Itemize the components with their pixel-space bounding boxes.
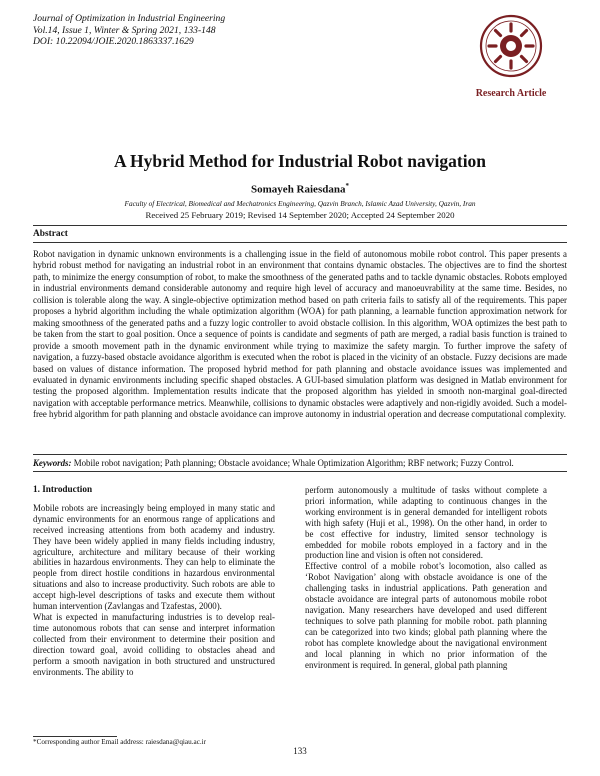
intro-paragraph-3: perform autonomously a multitude of tasks without complete a priori information, while adapting to continuous changes in the working environment is in general demanded for intelligent robots with high safety (Huji et al., 1998). On the other hand, in order to be cost effective for industry, limited sensor technology is embedded for mobile robots employed in a factory and in the production line and vision is often not considered. (305, 485, 547, 561)
intro-paragraph-2: What is expected in manufacturing industries is to develop real-time autonomous robots that can sense and interpret information collected from their environment to determine their position and direction toward goal, avoid colliding to obstacles ahead and perform a smooth navigation in both structured and unstructured environments. The ability to (33, 611, 275, 677)
research-article-seal-icon (477, 12, 545, 86)
body-left-column (33, 484, 275, 677)
footnote-rule (33, 736, 117, 737)
journal-logo (450, 12, 572, 110)
keywords-top-rule (33, 454, 567, 455)
abstract-text: Robot navigation in dynamic unknown environments is a challenging issue in the field of autonomous mobile robot control. This paper presents a hybrid robust method for navigating an industrial robot in an environment that contains dynamic obstacles. The objectives are to find the shortest path, to minimize the energy consumption of robot, to make the smoothness of the generated paths and to tackle dynamic obstacles. Robots employed in industrial environments demand considerable autonomy and require high level of accuracy and manoeuvrability at the same time. Besides, no collision is tolerable along the way. A single-objective optimization method based on path criteria fails to satisfy all of the requirements. This paper proposes a hybrid algorithm including the whale optimization algorithm (WOA) for path planning, a learnable function approximation network for making smoothness of the generated paths and a fuzzy logic controller to avoid obstacle collision. In this algorithm, WOA optimizes the best path to be taken from the start to goal position. Once a sequence of points is candidate and segments of path are merged, a radial basis function is trained to provide a smooth movement path in the dynamic environment while trying to maximize the safety margin. To further improve the safety of navigation, a fuzzy-based obstacle avoidance algorithm is executed when the robot is placed in the vicinity of an obstacle. Fuzzy decisions are made based on values of distance information. The proposed hybrid method for path planning and obstacle avoidance issues was implemented and evaluated in dynamic environments including specific shaped obstacles. A GUI-based simulation platform was designed in Matlab environment for testing the proposed algorithm. Implementation results indicate that the proposed algorithm has yielded in smooth non-marginal goal-directed navigation with acceptable performance metrics. Meanwhile, collisions to dynamic obstacles were adaptively and non-rigidly avoided. Such a model-free hybrid algorithm for path planning and obstacle avoidance can improve autonomy in industrial operation and decrease computational complexity. (33, 249, 567, 420)
abstract-top-rule (33, 225, 567, 226)
keywords-line (33, 458, 567, 468)
paper-received-dates: Received 25 February 2019; Revised 14 September 2020; Accepted 24 September 2020 (145, 210, 455, 220)
journal-name: Journal of Optimization in Industrial Engineering (33, 13, 226, 24)
abstract-heading: Abstract (33, 229, 68, 239)
keywords-text: Mobile robot navigation; Path planning; Obstacle avoidance; Whale Optimization Algorithm; RBF network; Fuzzy Control. (73, 458, 514, 468)
journal-volume: Vol.14, Issue 1, Winter & Spring 2021, 133-148 (33, 24, 216, 36)
paper-title: A Hybrid Method for Industrial Robot navigation (113, 151, 487, 171)
body-right-column (305, 485, 547, 670)
corresponding-author-footnote: *Corresponding author Email address: raiesdana@qiau.ac.ir (33, 738, 207, 746)
abstract-heading-rule (33, 242, 567, 243)
paper-affiliation: Faculty of Electrical, Biomedical and Mechatronics Engineering, Qazvin Branch, Islamic Azad University, Qazvin, Iran (124, 199, 476, 208)
intro-paragraph-4: Effective control of a mobile robot’s locomotion, also called as ‘Robot Navigation’ along with obstacle avoidance is one of the challenging tasks in industrial applications. Path generation and obstacle avoidance are integral parts of autonomous mobile robot navigation. Many researchers have developed and used different techniques to solve path planning for mobile robot. path planning can be categorized into two kinds; global path planning where the robot has complete knowledge about the navigational environment and local planning in which no prior information of the environment is required. In general, global path planning (305, 561, 547, 670)
keywords-label: Keywords: (33, 458, 72, 468)
author-mark: * (345, 182, 349, 190)
journal-header (33, 13, 225, 48)
research-article-badge: Research Article (475, 88, 547, 99)
paper-author (0, 182, 600, 196)
author-name: Somayeh Raiesdana (251, 183, 346, 196)
section-heading-introduction: 1. Introduction (33, 484, 93, 494)
journal-doi: DOI: 10.22094/JOIE.2020.1863337.1629 (33, 36, 194, 48)
keywords-bottom-rule (33, 471, 567, 472)
intro-paragraph-1: Mobile robots are increasingly being employed in many static and dynamic environments for an enormous range of applications and received increasing attentions from both academy and industry. They have been widely applied in many fields including industry, agriculture, architecture and military because of their working abilities in hazardous environments. They can help to eliminate the people from direct hostile conditions in hazardous environmental situations and also to increase productivity. Such robots are able to accept high-level descriptions of tasks and execute them without human intervention (Zavlangas and Tzafestas, 2000). (33, 502, 275, 612)
page-number: 133 (293, 746, 307, 756)
